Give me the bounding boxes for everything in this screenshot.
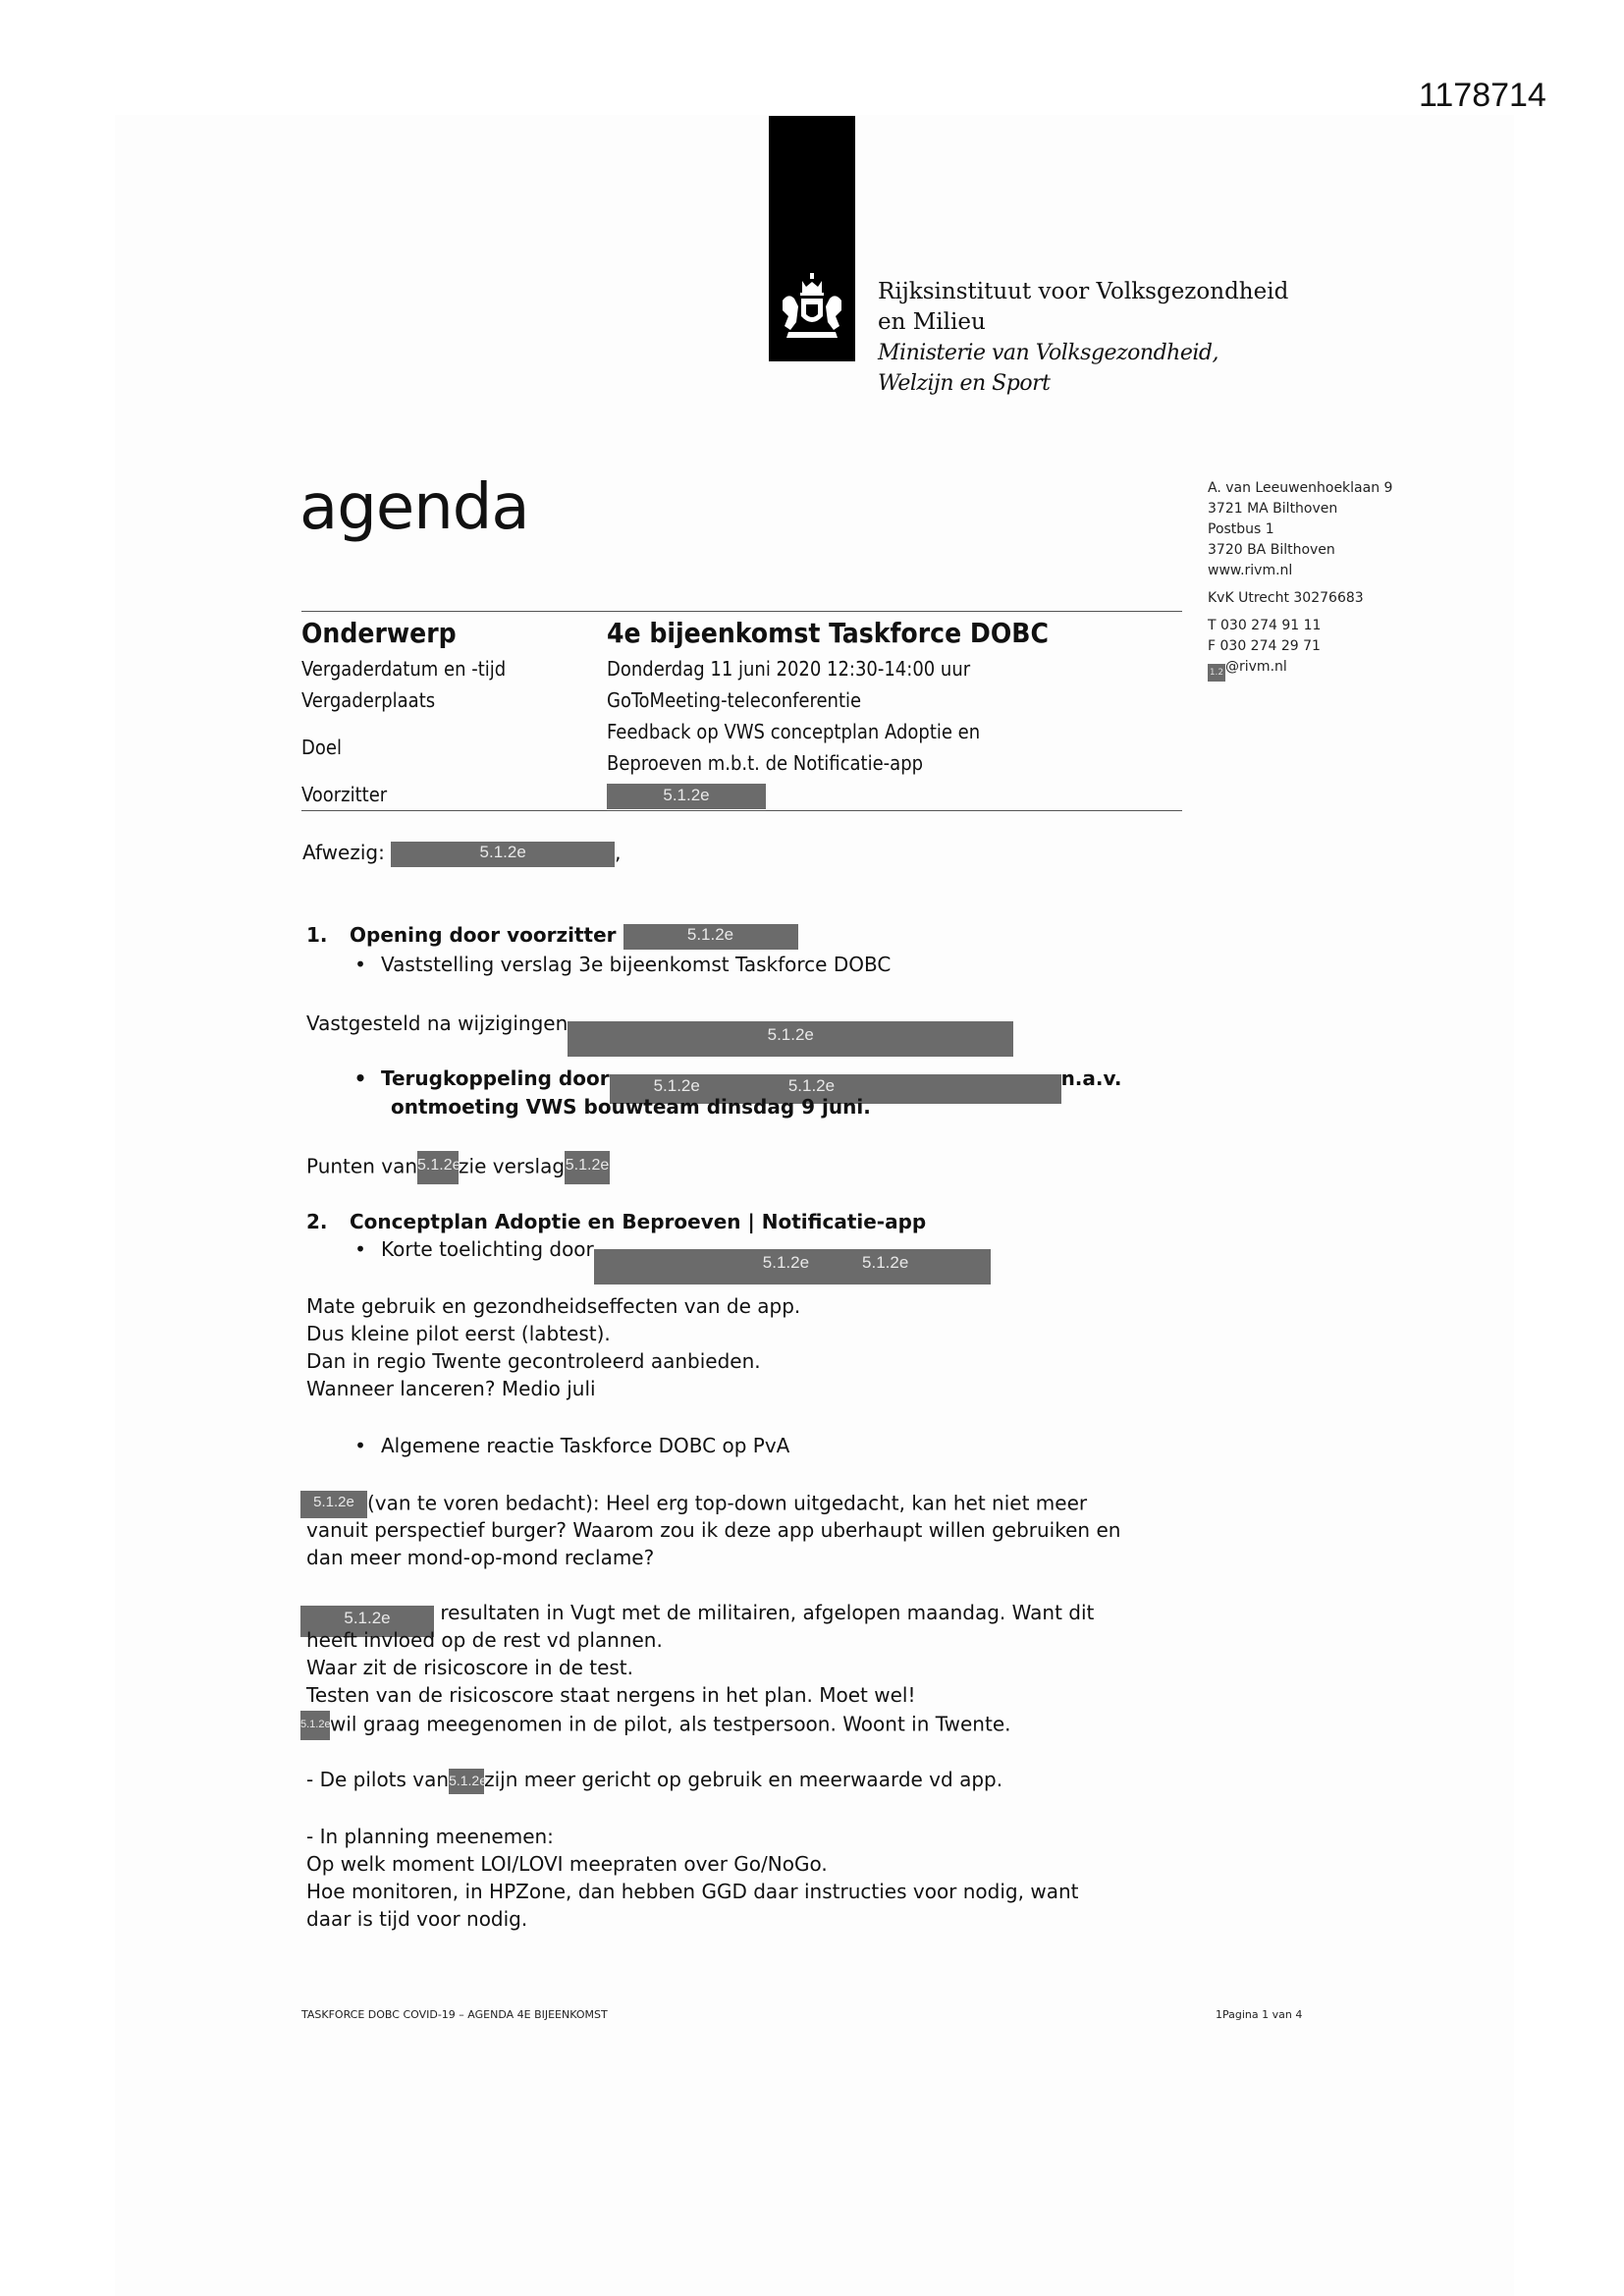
bullet-icon: • bbox=[354, 1434, 366, 1457]
text-line: Testen van de risicoscore staat nergens in het plan. Moet wel! bbox=[306, 1683, 916, 1707]
reaction-3: - De pilots van5.1.2ezijn meer gericht op gebruik en meerwaarde vd app. bbox=[306, 1768, 1002, 1794]
address-po-postcode: 3720 BA Bilthoven bbox=[1208, 542, 1335, 558]
redaction-box: 5.1.2e 5.1.2e bbox=[594, 1249, 991, 1285]
text-line: Mate gebruik en gezondheidseffecten van de app. bbox=[306, 1294, 801, 1318]
text-line: dan meer mond-op-mond reclame? bbox=[306, 1546, 655, 1569]
reaction-1: 5.1.2e (van te voren bedacht): Heel erg top-down uitgedacht, kan het niet meer bbox=[300, 1491, 1087, 1518]
meta-row-date: Vergaderdatum en -tijd Donderdag 11 juni 2020 12:30-14:00 uur bbox=[301, 657, 971, 681]
text-line: Dan in regio Twente gecontroleerd aanbieden. bbox=[306, 1349, 761, 1373]
page-background bbox=[115, 115, 1514, 2296]
text-line: Hoe monitoren, in HPZone, dan hebben GGD daar instructies voor nodig, want bbox=[306, 1880, 1079, 1903]
ministry-line2: Welzijn en Sport bbox=[878, 371, 1051, 396]
address-website[interactable]: www.rivm.nl bbox=[1208, 563, 1293, 578]
text-line: 5.1.2ewil graag meegenomen in de pilot, als testpersoon. Woont in Twente. bbox=[300, 1711, 1010, 1740]
bullet-icon: • bbox=[353, 1066, 367, 1090]
redaction-box: 5.1.2e bbox=[417, 1151, 459, 1184]
redaction-box: 5.1.2e bbox=[607, 784, 766, 809]
organization-name bbox=[878, 277, 1288, 399]
redaction-box: 5.1.2e bbox=[300, 1711, 330, 1740]
text-line: Wanneer lanceren? Medio juli bbox=[306, 1377, 596, 1400]
document-number: 1178714 bbox=[1419, 77, 1546, 114]
bullet-item: • Algemene reactie Taskforce DOBC op PvA bbox=[306, 1434, 789, 1457]
points-line: Punten van5.1.2ezie verslag5.1.2e bbox=[306, 1151, 610, 1184]
address-block bbox=[1208, 478, 1392, 682]
text-line: - In planning meenemen: bbox=[306, 1825, 554, 1848]
address-po-box: Postbus 1 bbox=[1208, 521, 1274, 537]
ministry-line1: Ministerie van Volksgezondheid, bbox=[878, 341, 1218, 365]
bullet-icon: • bbox=[354, 1237, 366, 1261]
agenda-item-1: 1. Opening door voorzitter 5.1.2e bbox=[306, 923, 798, 950]
bullet-item: • Terugkoppeling door 5.1.2e 5.1.2e n.a.v. bbox=[306, 1066, 1122, 1104]
address-fax: F 030 274 29 71 bbox=[1208, 638, 1321, 654]
footer-page-number: 1Pagina 1 van 4 bbox=[1216, 2008, 1303, 2021]
redaction-box: 5.1.2e bbox=[623, 924, 798, 950]
text-line: Waar zit de risicoscore in de test. bbox=[306, 1656, 633, 1679]
footer-left: TASKFORCE DOBC COVID-19 – AGENDA 4E BIJEENKOMST bbox=[301, 2008, 608, 2021]
royal-coat-of-arms-icon bbox=[779, 273, 845, 348]
text-line: daar is tijd voor nodig. bbox=[306, 1907, 528, 1931]
org-line2: en Milieu bbox=[878, 309, 986, 335]
meta-row-chair: Voorzitter 5.1.2e bbox=[301, 779, 1182, 810]
org-line1: Rijksinstituut voor Volksgezondheid bbox=[878, 279, 1289, 304]
text-line: vanuit perspectief burger? Waarom zou ik deze app uberhaupt willen gebruiken en bbox=[306, 1518, 1121, 1542]
document-title: agenda bbox=[299, 471, 529, 544]
text-line: Dus kleine pilot eerst (labtest). bbox=[306, 1322, 611, 1345]
address-postcode: 3721 MA Bilthoven bbox=[1208, 501, 1338, 517]
bullet-continuation: ontmoeting VWS bouwteam dinsdag 9 juni. bbox=[391, 1095, 871, 1119]
text-line: heeft invloed op de rest vd plannen. bbox=[306, 1628, 663, 1652]
absent-line: Afwezig: 5.1.2e , bbox=[302, 841, 622, 867]
redaction-box: 5.1.2e bbox=[449, 1769, 484, 1794]
meeting-meta-table bbox=[301, 611, 1182, 811]
redaction-box: 5.1.2e bbox=[568, 1021, 1013, 1057]
logo-bar bbox=[769, 116, 855, 361]
redaction-box: 5.1.2e bbox=[300, 1606, 434, 1637]
text-line: Op welk moment LOI/LOVI meepraten over Go/NoGo. bbox=[306, 1852, 828, 1876]
address-email: 1.2 @rivm.nl bbox=[1208, 657, 1392, 682]
address-kvk: KvK Utrecht 30276683 bbox=[1208, 590, 1364, 606]
redaction-box: 1.2 bbox=[1208, 664, 1225, 682]
address-street: A. van Leeuwenhoeklaan 9 bbox=[1208, 480, 1393, 496]
redaction-box: 5.1.2e bbox=[391, 842, 615, 867]
bullet-icon: • bbox=[354, 953, 366, 976]
redaction-box: 5.1.2e 5.1.2e bbox=[610, 1074, 1061, 1104]
redaction-box: 5.1.2e bbox=[300, 1491, 367, 1518]
meta-row-subject: Onderwerp 4e bijeenkomst Taskforce DOBC bbox=[301, 617, 1049, 649]
meta-row-place: Vergaderplaats GoToMeeting-teleconferentie bbox=[301, 688, 862, 712]
meta-row-goal: Doel Feedback op VWS conceptplan Adoptie en Beproeven m.b.t. de Notificatie-app bbox=[301, 720, 981, 775]
adopted-line: Vastgesteld na wijzigingen 5.1.2e bbox=[306, 1011, 1013, 1057]
address-phone: T 030 274 91 11 bbox=[1208, 618, 1322, 633]
redaction-box: 5.1.2e bbox=[565, 1151, 610, 1184]
agenda-item-2: 2. Conceptplan Adoptie en Beproeven | Notificatie-app bbox=[306, 1210, 927, 1233]
bullet-item: • Vaststelling verslag 3e bijeenkomst Taskforce DOBC bbox=[306, 953, 891, 976]
bullet-item: • Korte toelichting door5.1.2e 5.1.2e bbox=[306, 1237, 991, 1285]
reaction-2: 5.1.2e resultaten in Vugt met de militairen, afgelopen maandag. Want dit bbox=[300, 1601, 1094, 1637]
